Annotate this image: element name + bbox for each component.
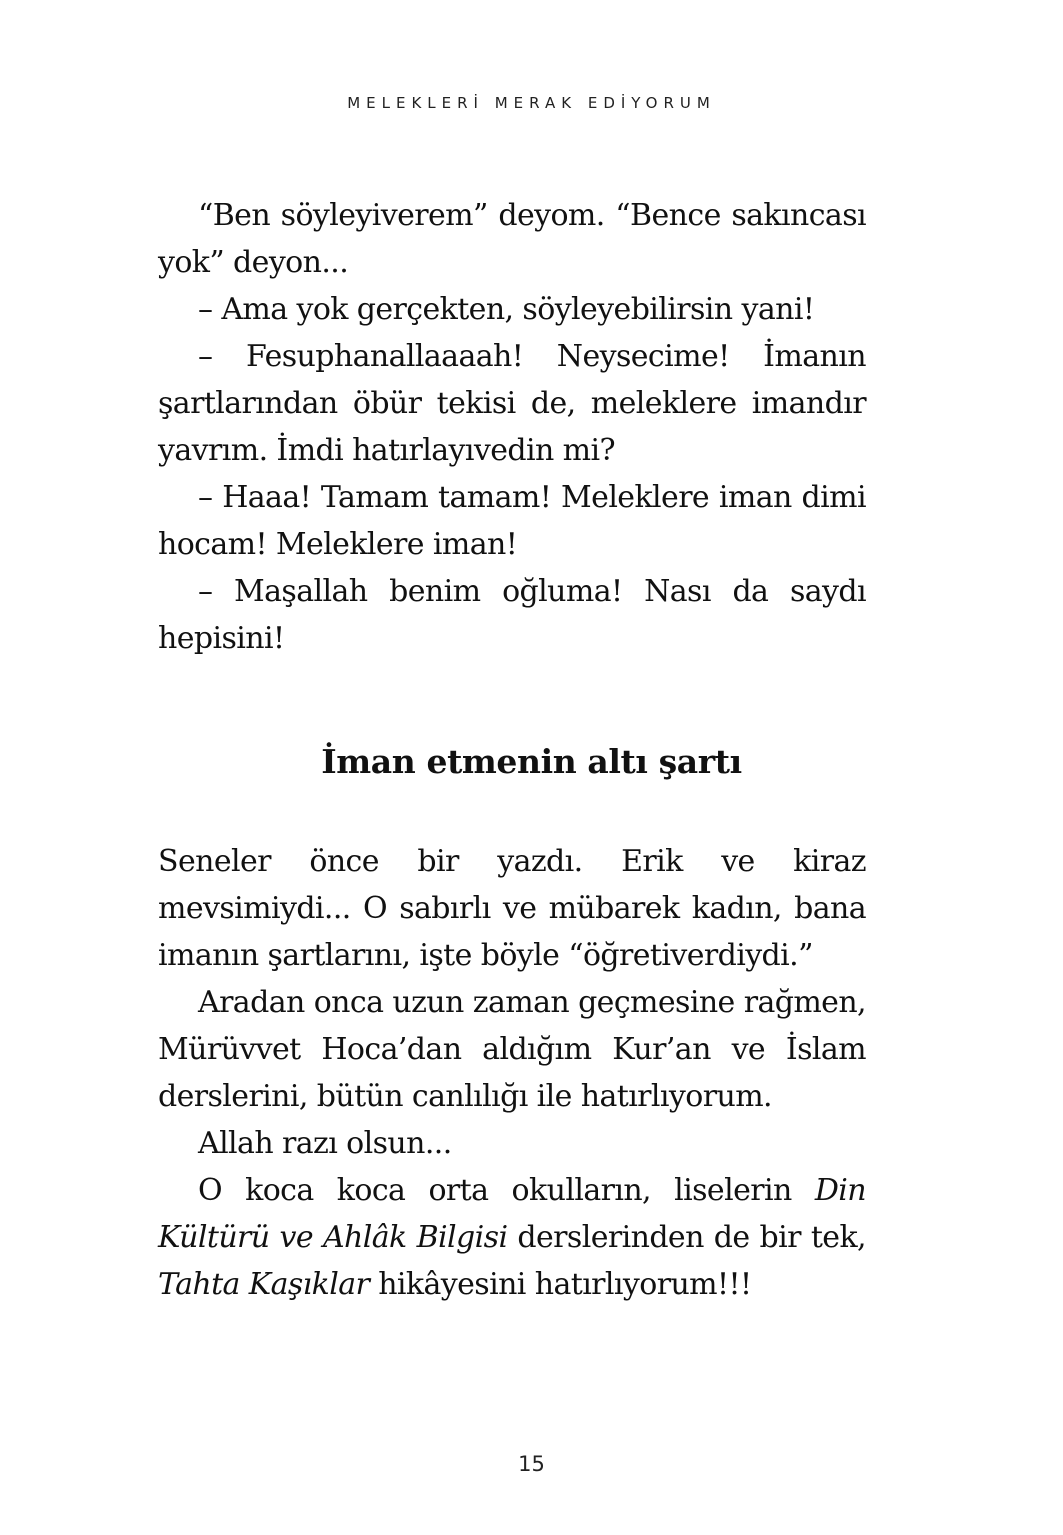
paragraph: – Maşallah benim oğluma! Nası da saydı hepisini! xyxy=(158,574,866,656)
running-header: MELEKLERİ MERAK EDİYORUM xyxy=(347,94,716,112)
page-number: 15 xyxy=(518,1452,545,1476)
text-run: hikâyesini hatırlıyorum!!! xyxy=(369,1267,752,1302)
paragraph: “Ben söyleyiverem” deyom. “Bence sakıncası yok” deyon... xyxy=(158,198,866,280)
paragraph: Seneler önce bir yazdı. Erik ve kiraz mevsimiydi... O sabırlı ve mübarek kadın, bana imanın şartlarını, işte böyle “öğretiverdiydi.” xyxy=(158,844,866,973)
section-heading: İman etmenin altı şartı xyxy=(321,742,742,781)
paragraph: – Ama yok gerçekten, söyleyebilirsin yani! xyxy=(198,292,815,327)
paragraph xyxy=(158,1167,866,1308)
dialogue-block xyxy=(158,192,866,662)
text-run: O koca koca orta okulların, liselerin xyxy=(198,1173,815,1208)
paragraph: Aradan onca uzun zaman geçmesine rağmen, Mürüvvet Hoca’dan aldığım Kur’an ve İslam derslerini, bütün canlılığı ile hatırlıyorum. xyxy=(158,985,866,1114)
italic-title: Din Kültürü ve Ahlâk Bilgisi xyxy=(158,1173,866,1255)
paragraph: – Haaa! Tamam tamam! Meleklere iman dimi hocam! Meleklere iman! xyxy=(158,480,866,562)
paragraph: – Fesuphanallaaaah! Neysecime! İmanın şartlarından öbür tekisi de, meleklere imandır yavrım. İmdi hatırlayıvedin mi? xyxy=(158,339,866,468)
italic-title: Tahta Kaşıklar xyxy=(158,1267,370,1302)
text-run: derslerinden de bir tek, xyxy=(507,1220,866,1255)
section-body xyxy=(158,838,866,1308)
paragraph: Allah razı olsun... xyxy=(198,1126,452,1161)
